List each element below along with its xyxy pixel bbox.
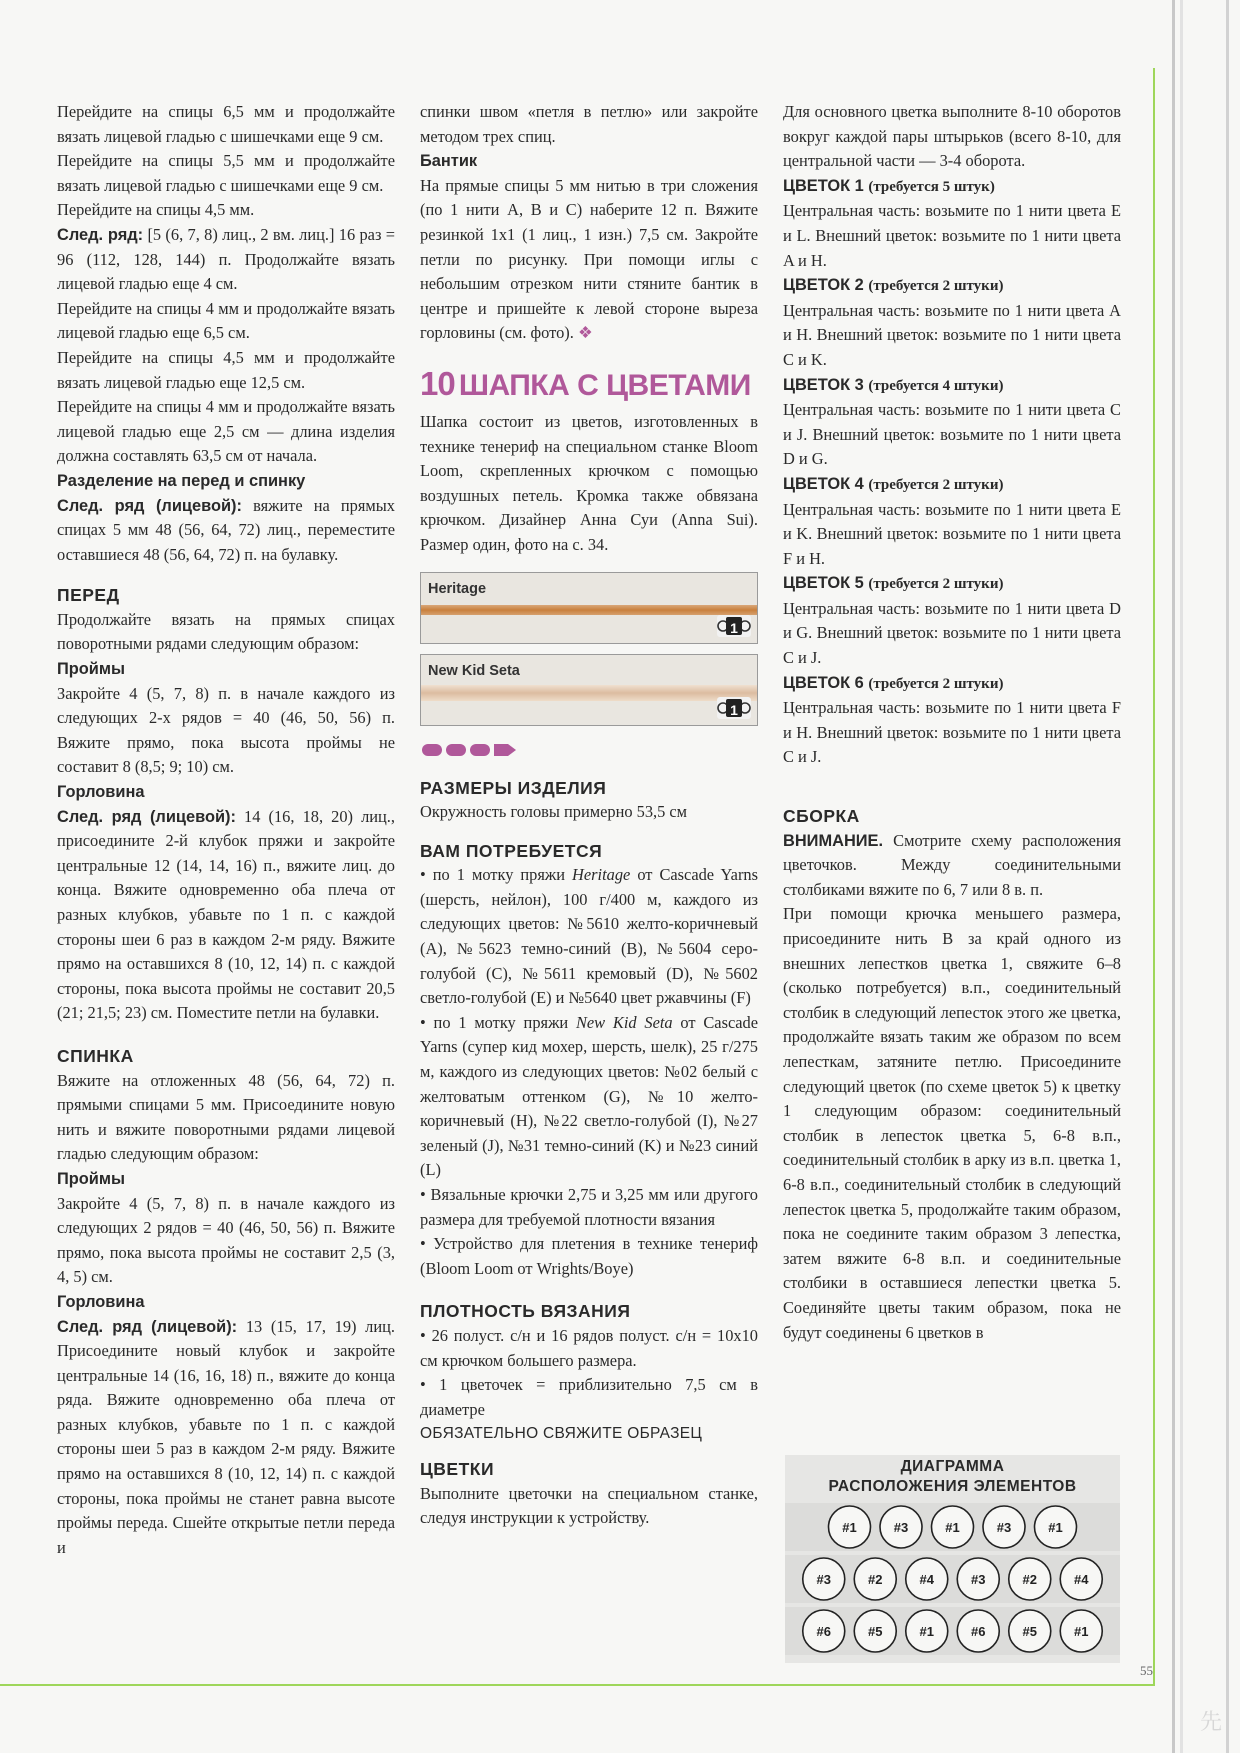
- paragraph: [783, 829, 1121, 903]
- flower-heading: [783, 373, 1121, 399]
- flower-count: (требуется 5 штук): [868, 178, 995, 195]
- yarn-name: Heritage: [572, 865, 631, 885]
- paragraph: [57, 1315, 395, 1561]
- layout-diagram: [785, 1455, 1120, 1663]
- paragraph: [420, 174, 758, 346]
- yarn-name: New Kid Seta: [575, 1012, 673, 1032]
- row-text: [5 (6, 7, 8) лиц., 2 вм. лиц.] 16 раз = 96 (112, 128, 144) п. Продолжайте вязать лицевой гладью еще 4 см.: [57, 224, 395, 294]
- subheading-neck: Горловина: [57, 1292, 145, 1311]
- section-heading-front: ПЕРЕД: [57, 585, 120, 606]
- flower-title: ЦВЕТОК 6: [783, 673, 864, 692]
- section-heading-back: СПИНКА: [57, 1045, 134, 1066]
- flower-position-label: #3: [816, 1572, 831, 1587]
- flower-title: ЦВЕТОК 2: [783, 276, 864, 295]
- paragraph: Вяжите на отложенных 48 (56, 64, 72) п. прямыми спицами 5 мм. Присоедините новую нить и вяжите поворотными рядами лицевой гладью следующим образом:: [57, 1070, 395, 1164]
- pattern-name: ШАПКА С ЦВЕТАМИ: [458, 368, 751, 402]
- paragraph: Шапка состоит из цветов, изготовленных в технике тенериф на специальном станке Bloom Loom, скрепленных крючком с помощью воздушных петель. Кромка также обвязана крючком. Дизайнер Анна Суи (Anna Sui). Размер один, фото на с. 34.: [420, 411, 758, 554]
- diagram-title-line2: РАСПОЛОЖЕНИЯ ЭЛЕМЕНТОВ: [828, 1478, 1077, 1495]
- flower-heading: [783, 571, 1121, 597]
- row-text: вяжите на прямых спицах 5 мм 48 (56, 64, 72) лиц., переместите оставшиеся 48 (56, 64, 72) п. на булавку.: [57, 495, 395, 564]
- flower-title: ЦВЕТОК 4: [783, 474, 864, 493]
- row-label: След. ряд (лицевой):: [57, 807, 236, 826]
- flower-count: (требуется 2 штуки): [868, 576, 1004, 593]
- pattern-number: 10: [420, 364, 455, 402]
- material-item: [420, 1011, 758, 1183]
- paragraph: Перейдите на спицы 6,5 мм и продолжайте вязать лицевой гладью с шишечками еще 9 см.: [57, 102, 395, 146]
- paragraph: Перейдите на спицы 4,5 мм.: [57, 200, 255, 220]
- yarn-swatch-heritage: [420, 572, 758, 644]
- flower-count: (требуется 2 штуки): [868, 476, 1004, 493]
- paragraph: Окружность головы примерно 53,5 см: [420, 802, 688, 822]
- subheading-split: Разделение на перед и спинку: [57, 471, 306, 490]
- flower-position-label: #4: [919, 1572, 934, 1587]
- flower-title: ЦВЕТОК 3: [783, 375, 864, 394]
- material-item: • Вязальные крючки 2,75 и 3,25 мм или другого размера для требуемой плотности вязания: [420, 1185, 758, 1229]
- column-1: [57, 100, 395, 1560]
- flower-position-label: #3: [996, 1520, 1012, 1535]
- section-heading-assembly: СБОРКА: [783, 806, 860, 827]
- subheading-armholes: Проймы: [57, 1169, 126, 1188]
- paragraph: [57, 494, 395, 568]
- section-heading-gauge: ПЛОТНОСТЬ ВЯЗАНИЯ: [420, 1301, 631, 1322]
- subheading-bow: Бантик: [420, 152, 478, 171]
- yarn-label: New Kid Seta: [428, 662, 520, 679]
- material-item: [420, 863, 758, 1011]
- watermark: 先: [1200, 1710, 1223, 1735]
- material-text: от Cascade Yarns (шерсть, нейлон), 100 г/400 м, каждого из следующих цветов: №5610 желто-коричневый (A), №5623 темно-синий (B), №5604 серо-голубой (C), №5611 кремовый (D), №5602 светло-голубой (E) и №5640 цвет ржавчины (F): [420, 865, 758, 1008]
- flower-position-label: #1: [945, 1520, 960, 1535]
- flower-position-label: #1: [919, 1624, 934, 1639]
- yarn-weight-icon: [717, 615, 751, 637]
- flower-count: (требуется 4 штуки): [868, 377, 1004, 394]
- gauge-item: • 1 цветочек = приблизительно 7,5 см в диаметре: [420, 1375, 758, 1419]
- paragraph: Продолжайте вязать на прямых спицах поворотными рядами следующим образом:: [57, 609, 395, 654]
- subheading-armholes: Проймы: [57, 660, 126, 679]
- paragraph: Закройте 4 (5, 7, 8) п. в начале каждого из следующих 2-х рядов = 40 (46, 50, 56) п. Вяжите прямо, пока высота проймы не составит 8 (8,5; 9; 10) см.: [57, 683, 395, 777]
- column-3: [783, 100, 1121, 1345]
- flower-position-label: #3: [971, 1572, 986, 1587]
- attention-text: Смотрите схему расположения цветочков. Между соединительными столбиками вяжите по 6, 7 или 8 в. п.: [783, 830, 1121, 899]
- section-heading-flowers: ЦВЕТКИ: [420, 1458, 495, 1479]
- paragraph: Перейдите на спицы 5,5 мм и продолжайте вязать лицевой гладью с шишечками еще 9 см.: [57, 151, 395, 195]
- gauge-warning: ОБЯЗАТЕЛЬНО СВЯЖИТЕ ОБРАЗЕЦ: [420, 1425, 703, 1443]
- paragraph: Для основного цветка выполните 8-10 оборотов вокруг каждой пары штырьков (всего 8-10, для центральной части — 3-4 оборота.: [783, 102, 1121, 171]
- flower-text: Центральная часть: возьмите по 1 нити цвета A и H. Внешний цветок: возьмите по 1 нити цвета C и K.: [783, 300, 1121, 369]
- column-2: [420, 100, 758, 1531]
- paragraph: Перейдите на спицы 4 мм и продолжайте вязать лицевой гладью еще 2,5 см — длина изделия должна составлять 63,5 см от начала.: [57, 397, 395, 466]
- scan-edge: [1172, 0, 1175, 1753]
- bow-text: На прямые спицы 5 мм нитью в три сложения (по 1 нити A, B и C) наберите 12 п. Вяжите резинкой 1x1 (1 лиц., 1 изн.) 7,5 см. Закройте петли по рисунку. При помощи иглы с небольшим отрезком нити стяните бантик в центре и пришейте к левой стороне выреза горловины (см. фото).: [420, 175, 758, 343]
- material-text: • по 1 мотку пряжи: [420, 865, 573, 885]
- scan-edge: [1226, 0, 1229, 1753]
- flower-text: Центральная часть: возьмите по 1 нити цвета F и H. Внешний цветок: возьмите по 1 нити цвета C и J.: [783, 698, 1121, 767]
- diagram-canvas: [785, 1455, 1120, 1663]
- paragraph: При помощи крючка меньшего размера, присоедините нить B за край одного из внешних лепестков цветка 1, свяжите 6–8 (сколько потребуется) в.п., соединительный столбик в следующий лепесток этого же цветка, продолжайте вязать таким же образом по всем лепесткам, затяните петлю. Присоедините следующий цветок (по схеме цветок 5) к цветку 1 следующим образом: соединительный столбик в лепесток цветка 5, 6-8 в.п., соединительный столбик в арку из в.п. цветка 1, 6-8 в.п., соединительный столбик в следующий лепесток цветка 5, продолжайте таким образом, пока не соедините таким образом 3 лепестка, затем вяжите 6-8 в.п. и соединительные столбики в оставшиеся лепестки цветка 5. Соединяйте цветы таким образом, пока не будут соединены 6 цветков в: [783, 904, 1121, 1342]
- material-item: • Устройство для плетения в технике тенериф (Bloom Loom от Wrights/Boye): [420, 1234, 758, 1278]
- yarn-swatch-new-kid-seta: [420, 654, 758, 726]
- flower-position-label: #1: [842, 1520, 857, 1535]
- yarn-label: Heritage: [428, 580, 487, 597]
- flower-text: Центральная часть: возьмите по 1 нити цвета C и J. Внешний цветок: возьмите по 1 нити цвета D и G.: [783, 400, 1121, 469]
- flower-text: Центральная часть: возьмите по 1 нити цвета E и L. Внешний цветок: возьмите по 1 нити цвета A и H.: [783, 201, 1121, 270]
- flower-text: Центральная часть: возьмите по 1 нити цвета D и G. Внешний цветок: возьмите по 1 нити цвета C и J.: [783, 598, 1121, 668]
- flower-position-label: #6: [971, 1624, 986, 1639]
- row-label: След. ряд (лицевой):: [57, 496, 242, 515]
- row-text: 14 (16, 18, 20) лиц., присоедините 2-й клубок пряжи и закройте центральные 12 (14, 14, 16) п., вяжите лиц. до конца. Вяжите одновременно оба плеча от разных клубков, убавьте по 1 п. с каждой стороны шеи 6 раз в каждом 2-м ряду. Вяжите прямо на оставшихся 8 (10, 12, 14) п. с каждой стороны, пока высота проймы не составит 20,5 (21; 21,5; 23) см. Поместите петли на булавки.: [57, 806, 395, 1023]
- flower-count: (требуется 2 штуки): [868, 278, 1004, 295]
- flower-text: Центральная часть: возьмите по 1 нити цвета E и K. Внешний цветок: возьмите по 1 нити цвета F и H.: [783, 499, 1121, 568]
- attention-label: ВНИМАНИЕ.: [783, 831, 884, 850]
- paragraph: Выполните цветочки на специальном станке, следуя инструкции к устройству.: [420, 1483, 758, 1528]
- section-heading-materials: ВАМ ПОТРЕБУЕТСЯ: [420, 840, 603, 861]
- flower-position-label: #3: [893, 1520, 909, 1535]
- paragraph: [57, 223, 395, 297]
- gauge-item: • 26 полуст. с/н и 16 рядов полуст. с/н = 10x10 см крючком большего размера.: [420, 1325, 758, 1370]
- flower-position-label: #2: [1022, 1572, 1037, 1587]
- paragraph: спинки швом «петля в петлю» или закройте методом трех спиц.: [420, 102, 758, 146]
- flower-position-label: #5: [868, 1624, 883, 1639]
- yarn-strand: [421, 685, 757, 701]
- flower-position-label: #2: [868, 1572, 883, 1587]
- yarn-weight-number: 1: [730, 701, 738, 718]
- pattern-title: [420, 364, 758, 404]
- row-text: 13 (15, 17, 19) лиц. Присоедините новый клубок и закройте центральные 14 (16, 16, 18) п., вяжите до конца ряда. Вяжите одновременно оба плеча от разных клубков, убавьте по 1 п. с каждой стороны шеи 5 раз в каждом 2-м ряду. Вяжите прямо на оставшихся 8 (10, 12, 14) п. с каждой стороны, пока проймы не станет равна высоте проймы переда. Сшейте открытые петли переда и: [57, 1316, 396, 1557]
- difficulty-icon: [420, 740, 758, 754]
- subheading-neck: Горловина: [57, 783, 145, 802]
- page-number: 55: [1140, 1663, 1153, 1678]
- flower-position-label: #1: [1074, 1624, 1089, 1639]
- paragraph: Перейдите на спицы 4,5 мм и продолжайте вязать лицевой гладью еще 12,5 см.: [57, 347, 395, 392]
- flower-position-label: #6: [816, 1624, 831, 1639]
- material-text: от Cascade Yarns (супер кид мохер, шерсть, шелк), 25 г/275 м, каждого из следующих цветов: №02 белый с желтоватым оттенком (G), №10 желто-коричневый (H), №22 светло-голубой (I), №27 зеленый (J), №31 темно-синий (K) и №23 синий (L): [420, 1012, 758, 1180]
- scan-edge: [1180, 0, 1183, 1753]
- paragraph: Перейдите на спицы 4 мм и продолжайте вязать лицевой гладью еще 6,5 см.: [57, 298, 395, 343]
- flower-count: (требуется 2 штуки): [868, 675, 1004, 692]
- row-label: След. ряд (лицевой):: [57, 1317, 238, 1336]
- section-heading-sizes: РАЗМЕРЫ ИЗДЕЛИЯ: [420, 777, 607, 798]
- yarn-weight-number: 1: [730, 619, 738, 636]
- end-mark-icon: ❖: [577, 323, 593, 343]
- flower-position-label: #4: [1074, 1572, 1089, 1587]
- flower-title: ЦВЕТОК 5: [783, 574, 864, 593]
- flower-title: ЦВЕТОК 1: [783, 176, 864, 195]
- paragraph: Закройте 4 (5, 7, 8) п. в начале каждого из следующих 2 рядов = 40 (46, 50, 56) п. Вяжите прямо, пока высота проймы не составит 2,5 (3, 4, 5) см.: [57, 1193, 395, 1287]
- yarn-weight-icon: [717, 697, 751, 719]
- flower-heading: [783, 671, 1121, 697]
- row-label: След. ряд:: [57, 225, 144, 244]
- paragraph: [57, 805, 395, 1026]
- flower-heading: [783, 472, 1121, 498]
- flower-position-label: #1: [1048, 1520, 1063, 1535]
- flower-heading: [783, 174, 1121, 200]
- diagram-title-line1: ДИАГРАММА: [900, 1458, 1005, 1475]
- flower-heading: [783, 273, 1121, 299]
- flower-position-label: #5: [1022, 1624, 1037, 1639]
- material-text: • по 1 мотку пряжи: [420, 1012, 576, 1032]
- yarn-strand: [421, 605, 757, 615]
